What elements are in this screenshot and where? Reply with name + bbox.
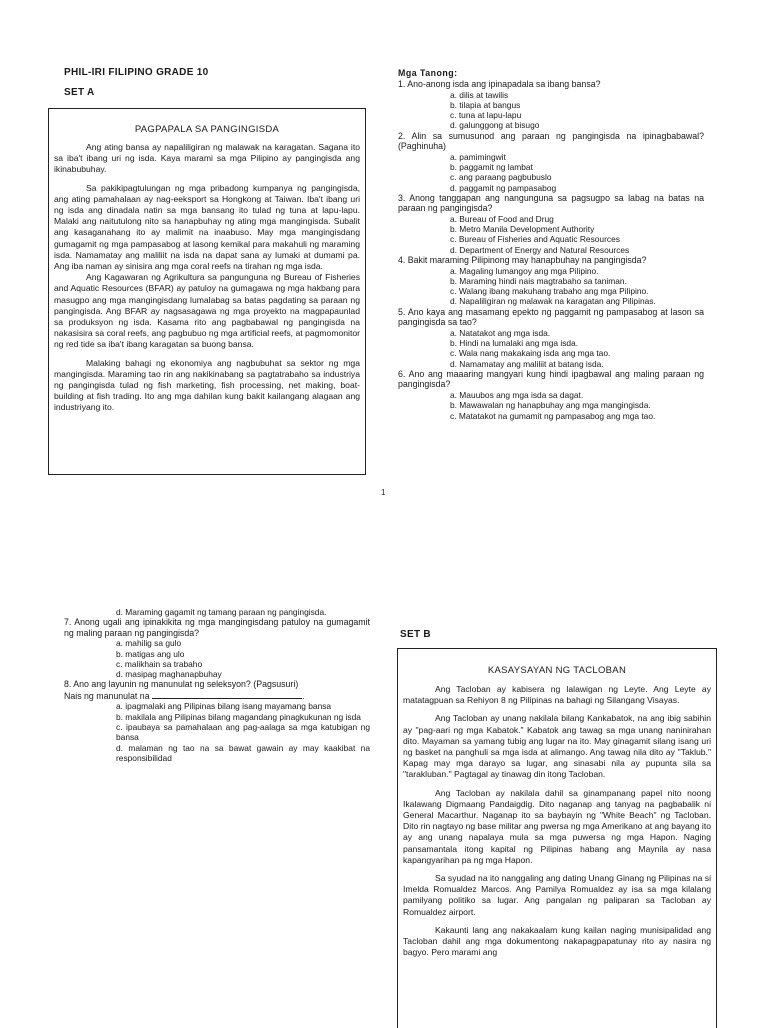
option: b. paggamit ng lambat <box>450 161 533 172</box>
option: c. Bureau of Fisheries and Aquatic Resources <box>450 234 620 245</box>
options-list <box>398 390 704 421</box>
passage-title: PAGPAPALA SA PANGINGISDA <box>134 124 280 135</box>
option: a. mahilig sa gulo <box>116 638 182 649</box>
options-list <box>64 701 370 763</box>
passage-paragraph: Ang Kagawaran ng Agrikultura sa pangunguna ng Bureau of Fisheries and Aquatic Resources (BFAR) ay patuloy na gumagawa ng mga hakbang para masugpo ang mga mangingisdang lumalabag sa batas pagdating sa paraan ng pangingisda. Ang BFAR ay nagsasagawa ng mga proyekto na magpapaunlad sa produksyon ng isda. Kasama rito ang pagbabawal ng pangingisda na nakasisira sa coral reefs, ang pagbubuo ng mga artificial reefs, at pagmomonitor ng red tide sa iba't ibang karagatan sa buong bansa. <box>54 272 360 350</box>
question: 6. Ano ang maaaring mangyari kung hindi ipagbawal ang maling paraan ng pangingisda? <box>398 368 704 390</box>
passage-paragraph: Kakaunti lang ang nakakaalam kung kailan naging munisipalidad ang Tacloban dahil ang mga dokumentong nakapagpapatunay rito ay nasira ng bagyo. Pero marami ang <box>403 924 711 958</box>
option: c. ipaubaya sa pamahalaan ang pag-aalaga sa mga katubigan ng bansa <box>116 722 370 743</box>
passage-paragraph: Ang Tacloban ay unang nakilala bilang Kankabatok, na ang ibig sabihin ay "pag-aari ng mga Kabatok." Kabatok ang tawag sa mga unang naninirahan dito. Mayaman sa yamang tubig ang lugar na ito. May ginagamit silang isang uri ng basket na panghuli sa mga isda at alimango. Ang tawag nila dito ay "Taklub." Kapag may mga darayo sa lugar, ang sinasabi nila ay pupunta sila sa "tarakluban." Pagtagal ay tinawag din itong Tacloban. <box>403 713 711 780</box>
option: a. Magaling lumangoy ang mga Pilipino. <box>450 265 599 276</box>
passage-paragraph: Ang ating bansa ay napaliligiran ng malawak na karagatan. Sagana ito sa iba't ibang uri ng isda. Kaya marami sa mga Pilipino ay pangingisda ang ikinabubuhay. <box>54 142 360 175</box>
option: a. Mauubos ang mga isda sa dagat. <box>450 389 584 400</box>
option: d. Napaliligiran ng malawak na karagatan ang Pilipinas. <box>450 296 656 307</box>
options-list <box>64 607 370 617</box>
options-list <box>64 638 370 679</box>
questions-set-a-continued <box>64 607 370 763</box>
option: d. malaman ng tao na sa bawat gawain ay may kaakibat na responsibilidad <box>116 742 370 763</box>
option: c. malikhain sa trabaho <box>116 658 203 669</box>
prompt-end: . <box>302 690 305 701</box>
options-list <box>398 266 704 307</box>
passage-paragraph: Ang Tacloban ay nakilala dahil sa ginampanang papel nito noong Ikalawang Digmaang Pandaigdig. Dito naganap ang tanyag na pagbabalik ni General Macarthur. Naganap ito sa baybayin ng "White Beach" ng Tacloban. Dito rin nagtayo ng base militar ang pwersa ng mga Amerikano at ang bayang ito ay ang unang napalaya mula sa mga puwersa ng mga Hapon. Naging pansamantala itong kapital ng Pilipinas habang ang Maynila ay nasa kapangyarihan pa ng mga Hapon. <box>403 787 711 865</box>
option: d. paggamit ng pampasabog <box>450 182 557 193</box>
option: b. tilapia at bangus <box>450 99 521 110</box>
question: 8. Ano ang layunin ng manunulat ng seleksyon? (Pagsusuri) <box>64 679 299 690</box>
question: 4. Bakit maraming Pilipinong may hanapbuhay na pangingisda? <box>398 255 647 266</box>
question: 5. Ano kaya ang masamang epekto ng paggamit ng pampasabog at lason sa pangingisda sa tao? <box>398 306 704 328</box>
options-list <box>398 328 704 369</box>
question: 2. Alin sa sumusunod ang paraan ng pangingisda na ipinagbabawal? (Paghinuha) <box>398 130 704 152</box>
passage-paragraph: Malaking bahagi ng ekonomiya ang nagbubuhat sa sektor ng mga mangingisda. Maraming tao rin ang nakikinabang sa pagtatrabaho sa industriya ng pangingisda tulad ng fish marketing, fish processing, net making, boat-building at fish trading. Ito ang mga dahilan kung bakit kailangang alagaan ang industriyang ito. <box>54 357 360 413</box>
question: 1. Ano-anong isda ang ipinapadala sa ibang bansa? <box>398 79 601 89</box>
passage-box-set-a <box>48 108 366 475</box>
option: b. Metro Manila Development Authority <box>450 224 595 235</box>
page-number: 1 <box>381 488 386 497</box>
option: d. Maraming gagamit ng tamang paraan ng pangingisda. <box>116 607 327 617</box>
option: a. ipagmalaki ang Pilipinas bilang isang mayamang bansa <box>116 701 332 712</box>
options-list <box>398 214 704 255</box>
option: d. masipag maghanapbuhay <box>116 669 222 680</box>
question-prompt <box>64 690 370 702</box>
questions-heading: Mga Tanong: <box>398 68 458 78</box>
option: d. galunggong at bisugo <box>450 120 540 131</box>
answer-blank <box>152 690 305 701</box>
passage-paragraph: Sa pakikipagtulungan ng mga pribadong kumpanya ng pangingisda, ang ating pamahalaan ay nag-eeksport sa Hongkong at Taiwan. Iba't ibang uri ng isda ang dinadala natin sa mga bansang ito tulad ng tuna at lapu-lapu. Malaki ang naitutulong nito sa hanapbuhay ng ating mga mangingisda. Subalit ang kasaganahang ito ay malimit na inaabuso. May mga mangingisdang gumagamit ng mga pampasabog at lasong kemikal para makahuli ng maraming isda. Namamatay ang maliliit na isda na dapat sana ay lumaki at dumami pa. Ang iba naman ay sinisira ang mga coral reefs na tirahan ng mga isda. <box>54 182 360 272</box>
option: c. Walang ibang makuhang trabaho ang mga Pilipino. <box>450 286 649 297</box>
set-b-label: SET B <box>400 629 431 640</box>
option: b. matigas ang ulo <box>116 648 185 659</box>
questions-set-a <box>398 67 704 421</box>
passage-paragraph: Sa syudad na ito nanggaling ang dating Unang Ginang ng Pilipinas na si Imelda Romualdez Marcos. Ang Pamilya Romualdez ay isa sa mga kilalang pamilyang politiko sa lugar. Ang pangalan ng paliparan sa Tacloban ay Romualdez airport. <box>403 873 711 917</box>
passage-body <box>54 142 360 414</box>
option: d. Department of Energy and Natural Resources <box>450 244 630 255</box>
options-list <box>398 152 704 193</box>
prompt-text: Nais ng manunulat na <box>64 690 150 701</box>
option: b. Mawawalan ng hanapbuhay ang mga mangingisda. <box>450 400 651 411</box>
option: a. Natatakot ang mga isda. <box>450 327 551 338</box>
passage-box-set-b <box>397 648 717 1028</box>
question: 7. Anong ugali ang ipinakikita ng mga mangingisdang patuloy na gumagamit ng maling paraan ng pangingisda? <box>64 617 370 638</box>
option: c. ang paraang pagbubuslo <box>450 172 552 183</box>
option: b. makilala ang Pilipinas bilang magandang pinagkukunan ng isda <box>116 711 361 722</box>
option: d. Namamatay ang maliliit at batang isda. <box>450 358 604 369</box>
option: b. Maraming hindi nais magtrabaho sa taniman. <box>450 275 627 286</box>
option: c. Matatakot na gumamit ng pampasabog ang mga tao. <box>450 410 656 421</box>
option: c. Wala nang makakaing isda ang mga tao. <box>450 348 611 359</box>
passage-body <box>403 684 711 958</box>
option: a. pamimingwit <box>450 151 506 162</box>
page-title: PHIL-IRI FILIPINO GRADE 10 <box>64 67 209 78</box>
passage-paragraph: Ang Tacloban ay kabisera ng lalawigan ng Leyte. Ang Leyte ay matatagpuan sa Rehiyon 8 ng Pilipinas na bahagi ng Silangang Visayas. <box>403 684 711 706</box>
option: a. dilis at tawilis <box>450 89 509 100</box>
question: 3. Anong tanggapan ang nangunguna sa pagsugpo sa labag na batas na paraan ng pangingisda? <box>398 192 704 214</box>
option: b. Hindi na lumalaki ang mga isda. <box>450 338 579 349</box>
option: a. Bureau of Food and Drug <box>450 213 554 224</box>
options-list <box>398 90 704 131</box>
option: c. tuna at lapu-lapu <box>450 110 522 121</box>
set-a-label: SET A <box>64 87 95 98</box>
passage-title: KASAYSAYAN NG TACLOBAN <box>487 665 627 676</box>
